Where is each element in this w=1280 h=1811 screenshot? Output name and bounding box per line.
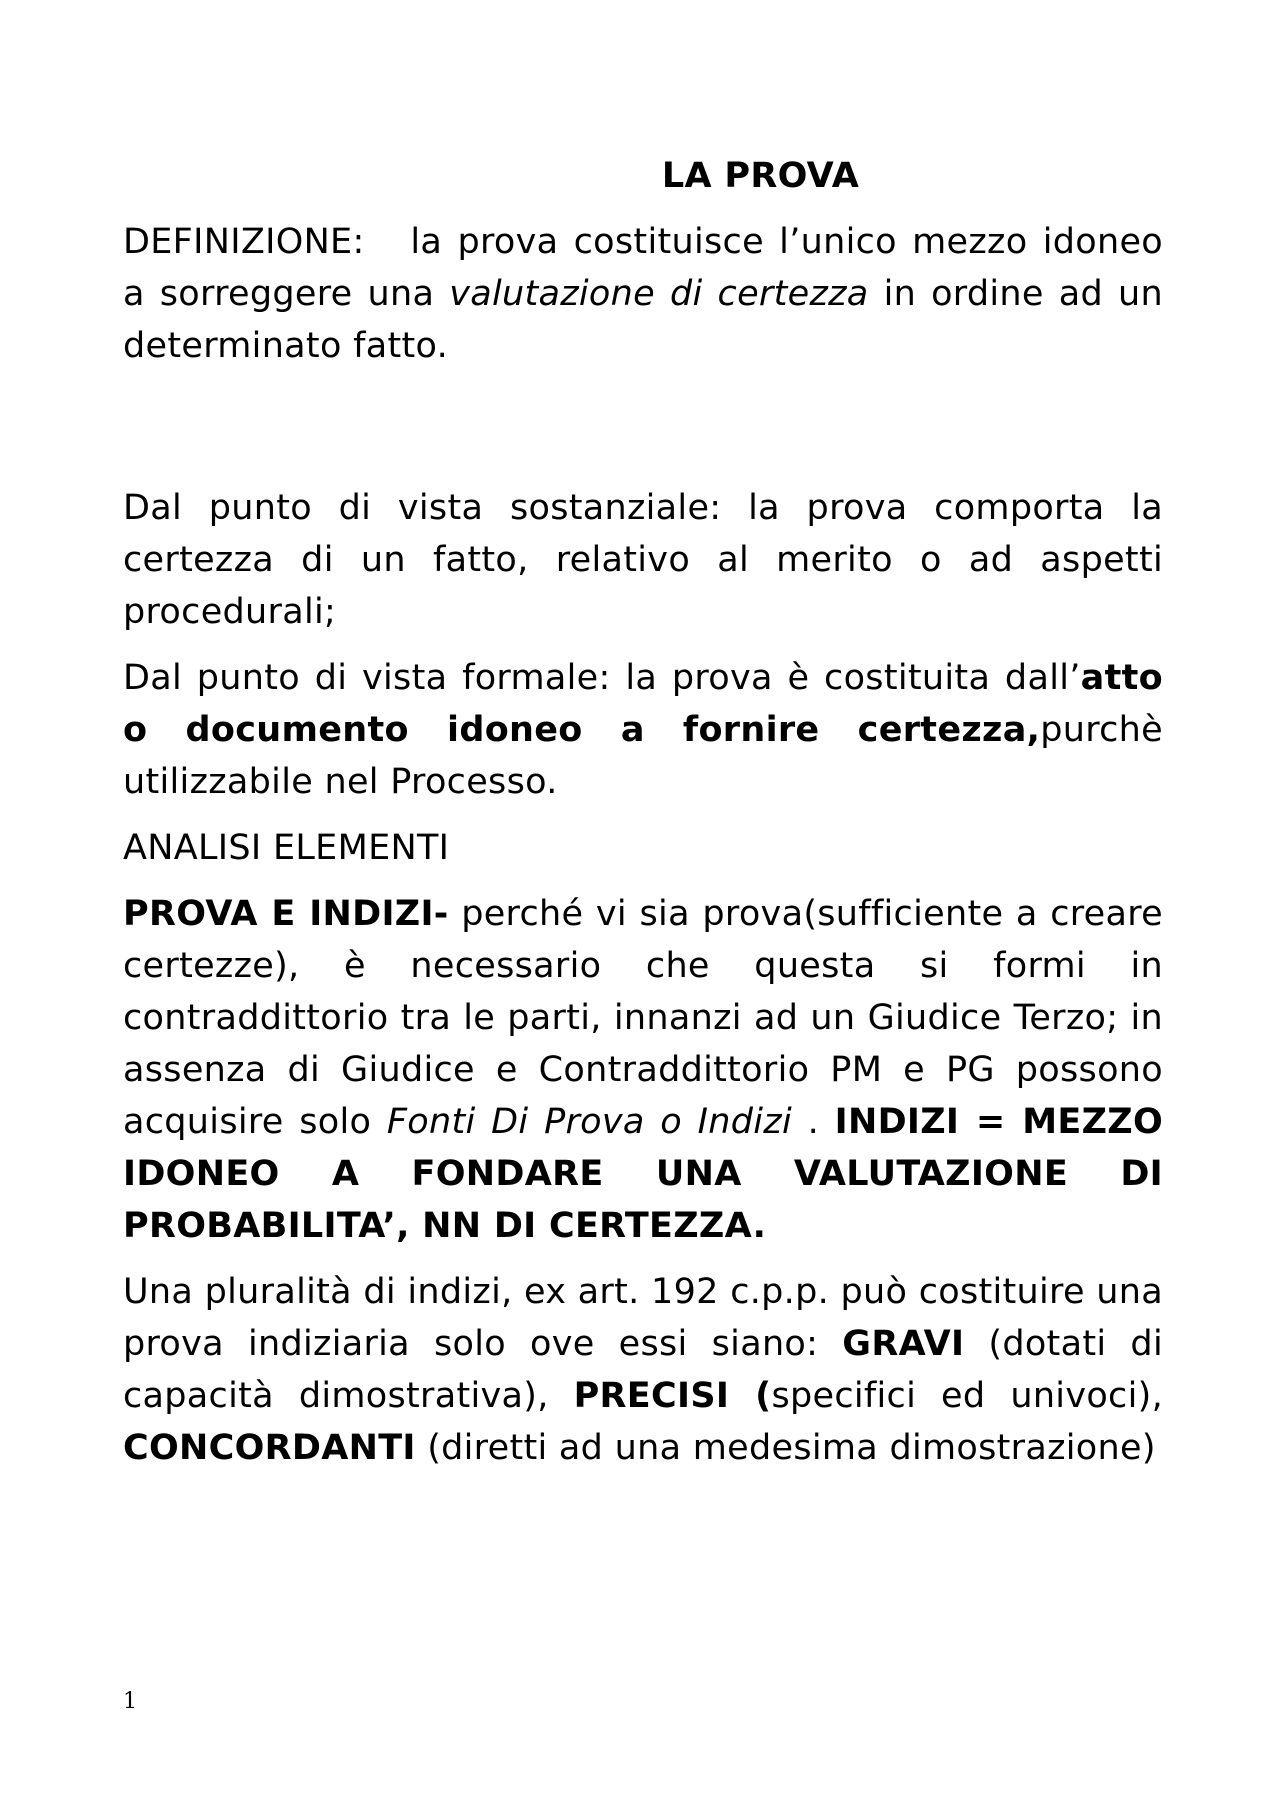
indizi-italic: Fonti Di Prova o Indizi <box>386 1102 792 1142</box>
precisi-description: specifici ed univoci), <box>771 1376 1164 1416</box>
indizi-definition: INDIZI = MEZZO IDONEO A FONDARE UNA VALUTAZIONE DI PROBABILITA’, NN DI CERTEZZA. <box>123 1102 1163 1246</box>
gravi-description: (dotati di capacità dimostrativa), <box>123 1324 1163 1416</box>
definition-paragraph <box>123 216 1163 372</box>
gravi-term: GRAVI <box>842 1324 965 1364</box>
concordanti-term: CONCORDANTI <box>123 1428 416 1468</box>
definition-emphasis: valutazione di certezza <box>449 274 869 314</box>
page-number: 1 <box>123 1689 137 1714</box>
definition-text-b: in ordine ad un determinato fatto. <box>123 274 1163 366</box>
formal-bold: atto o documento idoneo a fornire certezza, <box>123 658 1163 750</box>
concordanti-description: (diretti ad una medesima dimostrazione) <box>415 1428 1156 1468</box>
document-body <box>123 150 1163 1488</box>
plurality-paragraph <box>123 1266 1163 1474</box>
formal-text-a: Dal punto di vista formale: la prova è costituita dall’ <box>123 658 1081 698</box>
indizi-text-b: . <box>791 1102 835 1142</box>
definition-text-a: la prova costituisce l’unico mezzo idoneo a sorreggere una <box>123 222 1163 314</box>
indizi-text-a: perché vi sia prova(sufficiente a creare certezze), è necessario che questa si formi in contraddittorio tra le parti, innanzi ad un Giudice Terzo; in assenza di Giudice e Contraddittorio PM e PG possono acquisire solo <box>123 894 1164 1142</box>
formal-paragraph <box>123 652 1163 808</box>
formal-text-b: purchè utilizzabile nel Processo. <box>123 710 1163 802</box>
definition-label: DEFINIZIONE: <box>123 222 365 262</box>
substantial-paragraph: Dal punto di vista sostanziale: la prova comporta la certezza di un fatto, relativo al merito o ad aspetti procedurali; <box>123 488 1163 632</box>
indizi-label: PROVA E INDIZI- <box>123 894 449 934</box>
precisi-term: PRECISI ( <box>573 1376 772 1416</box>
indizi-paragraph <box>123 888 1163 1252</box>
paragraph-spacer <box>123 386 1163 482</box>
plurality-text-a: Una pluralità di indizi, ex art. 192 c.p.p. può costituire una prova indiziaria solo ove essi siano: <box>123 1272 1163 1364</box>
document-title: LA PROVA <box>661 156 860 196</box>
section-heading: ANALISI ELEMENTI <box>123 828 450 868</box>
